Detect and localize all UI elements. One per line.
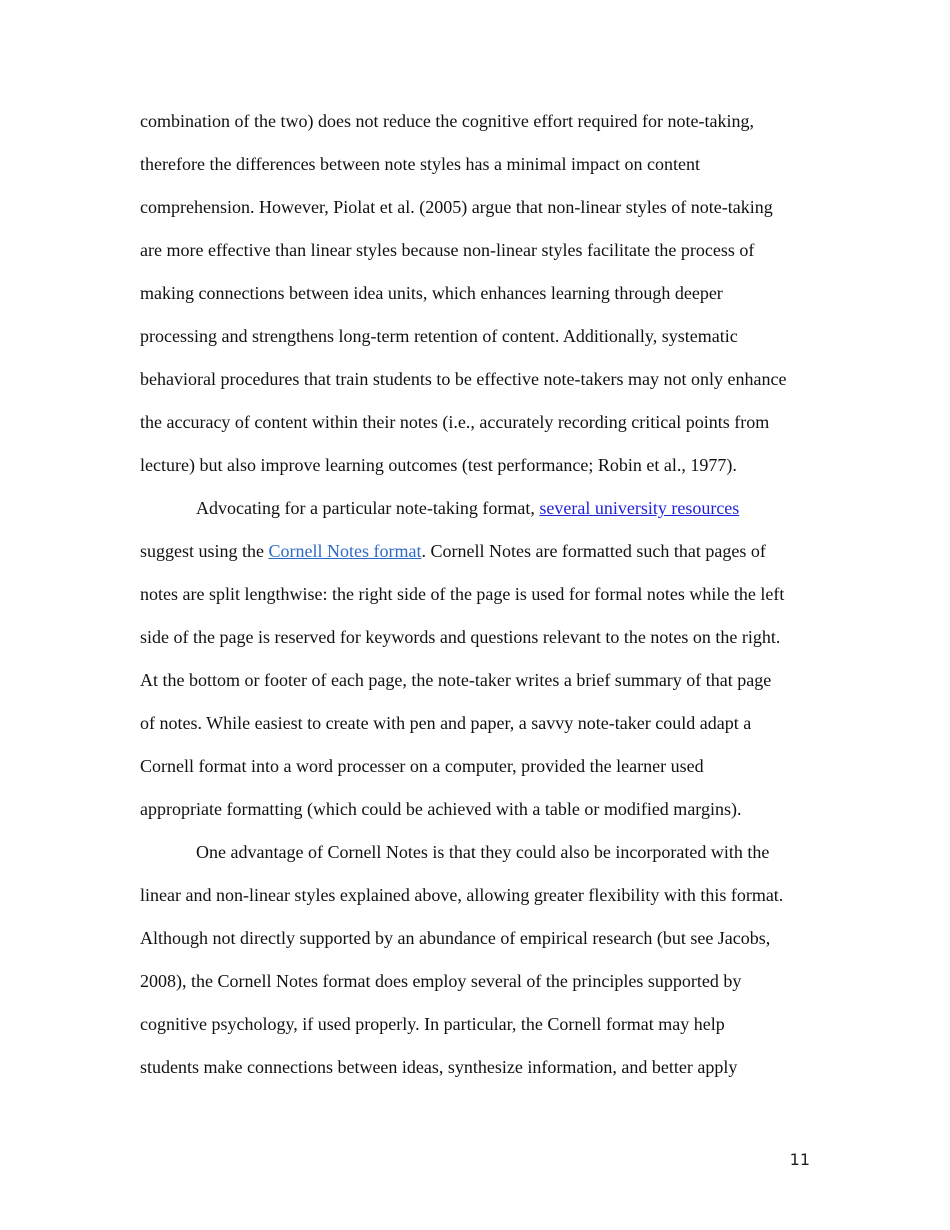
text-line: comprehension. However, Piolat et al. (2005) argue that non-linear styles of note-taking [140,197,773,217]
text-line: therefore the differences between note styles has a minimal impact on content [140,154,700,174]
text-line: cognitive psychology, if used properly. In particular, the Cornell format may help [140,1014,725,1034]
text-line: processing and strengthens long-term retention of content. Additionally, systematic [140,326,738,346]
text-line: notes are split lengthwise: the right side of the page is used for formal notes while the left [140,584,785,604]
page-number: 11 [789,1150,810,1169]
text-line: Although not directly supported by an abundance of empirical research (but see Jacobs, [140,928,771,948]
text-line: students make connections between ideas, synthesize information, and better apply [140,1057,738,1077]
text-line: behavioral procedures that train students to be effective note-takers may not only enhance [140,369,787,389]
text-line: side of the page is reserved for keywords and questions relevant to the notes on the right. [140,627,781,647]
text-line: lecture) but also improve learning outcomes (test performance; Robin et al., 1977). [140,455,737,475]
text-segment: . Cornell Notes are formatted such that pages of [421,541,766,561]
text-line: the accuracy of content within their notes (i.e., accurately recording critical points from [140,412,770,432]
text-line: appropriate formatting (which could be achieved with a table or modified margins). [140,799,742,819]
paragraph-3 [140,831,812,1089]
text-line: At the bottom or footer of each page, the note-taker writes a brief summary of that page [140,670,772,690]
text-line: combination of the two) does not reduce the cognitive effort required for note-taking, [140,111,754,131]
paragraph-2 [140,487,812,831]
text-segment: suggest using the [140,541,269,561]
university-resources-link[interactable]: several university resources [539,498,740,518]
text-line: making connections between idea units, which enhances learning through deeper [140,283,723,303]
text-line: 2008), the Cornell Notes format does employ several of the principles supported by [140,971,742,991]
body-text [140,100,812,1089]
text-line [140,530,812,573]
text-line: Cornell format into a word processer on a computer, provided the learner used [140,756,704,776]
text-line: linear and non-linear styles explained above, allowing greater flexibility with this format. [140,885,784,905]
text-line: One advantage of Cornell Notes is that they could also be incorporated with the [196,842,770,862]
text-line: are more effective than linear styles because non-linear styles facilitate the process of [140,240,755,260]
text-segment: Advocating for a particular note-taking format, [196,498,540,518]
paragraph-1 [140,100,812,487]
text-line [140,487,812,530]
text-line: of notes. While easiest to create with pen and paper, a savvy note-taker could adapt a [140,713,752,733]
cornell-notes-format-link[interactable]: Cornell Notes format [268,541,422,561]
